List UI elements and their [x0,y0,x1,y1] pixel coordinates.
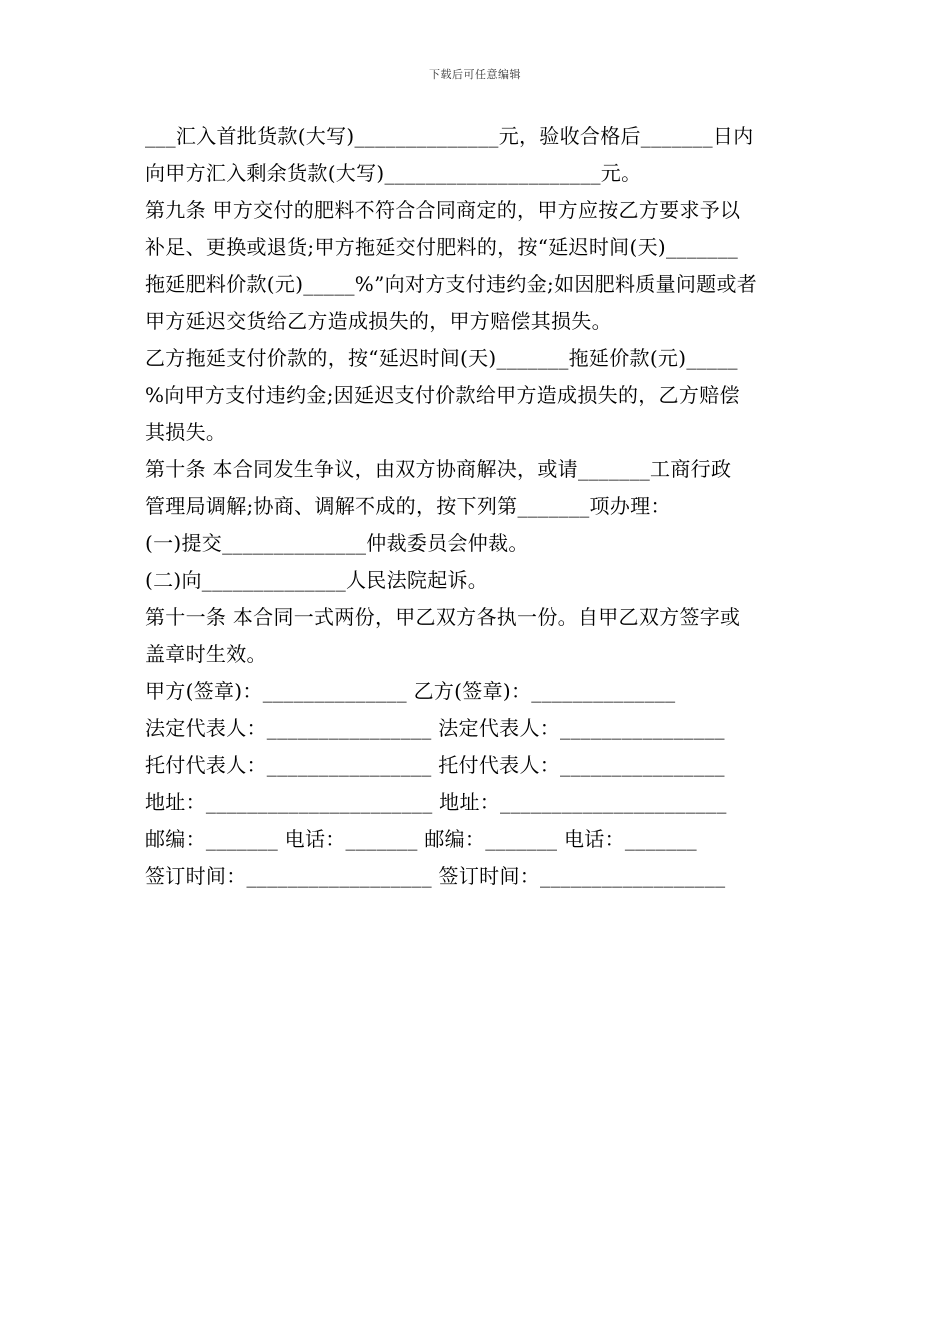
article-10-line-1: 第十条 本合同发生争议，由双方协商解决，或请_______工商行政 [145,457,732,481]
signature-seal-line: 甲方(签章)：______________ 乙方(签章)：______________ [145,679,676,703]
article-9-line-3: 拖延肥料价款(元)_____%”向对方支付违约金;如因肥料质量问题或者 [145,272,758,296]
party-b-delay-line-1: 乙方拖延支付价款的，按“延迟时间(天)_______拖延价款(元)_____ [145,346,738,370]
article-9-line-1: 第九条 甲方交付的肥料不符合合同商定的，甲方应按乙方要求予以 [145,198,741,222]
article-11-line-1: 第十一条 本合同一式两份，甲乙双方各执一份。自甲乙双方签字或 [145,605,741,629]
address-line: 地址：______________________ 地址：______________________ [145,790,727,814]
postcode-phone-line: 邮编：_______ 电话：_______ 邮编：_______ 电话：_______ [145,827,697,851]
legal-representative-line: 法定代表人：________________ 法定代表人：________________ [145,716,725,740]
payment-line-1: ___汇入首批货款(大写)______________元，验收合格后_______日内 [145,124,754,148]
article-11-line-2: 盖章时生效。 [145,642,267,666]
authorized-representative-line: 托付代表人：________________ 托付代表人：________________ [145,753,725,777]
article-9-line-4: 甲方延迟交货给乙方造成损失的，甲方赔偿其损失。 [145,309,612,333]
payment-line-2: 向甲方汇入剩余货款(大写)_____________________元。 [145,161,642,185]
contract-body [145,118,810,895]
article-10-line-2: 管理局调解;协商、调解不成的，按下列第_______项办理： [145,494,671,518]
party-b-delay-line-3: 其损失。 [145,420,227,444]
signing-date-line: 签订时间：__________________ 签订时间：__________________ [145,864,726,888]
arbitration-option: (一)提交______________仲裁委员会仲裁。 [145,531,529,555]
page-header: 下载后可任意编辑 [429,68,521,81]
court-option: (二)向______________人民法院起诉。 [145,568,489,592]
article-9-line-2: 补足、更换或退货;甲方拖延交付肥料的，按“延迟时间(天)_______ [145,235,739,259]
party-b-delay-line-2: %向甲方支付违约金;因延迟支付价款给甲方造成损失的，乙方赔偿 [145,383,740,407]
